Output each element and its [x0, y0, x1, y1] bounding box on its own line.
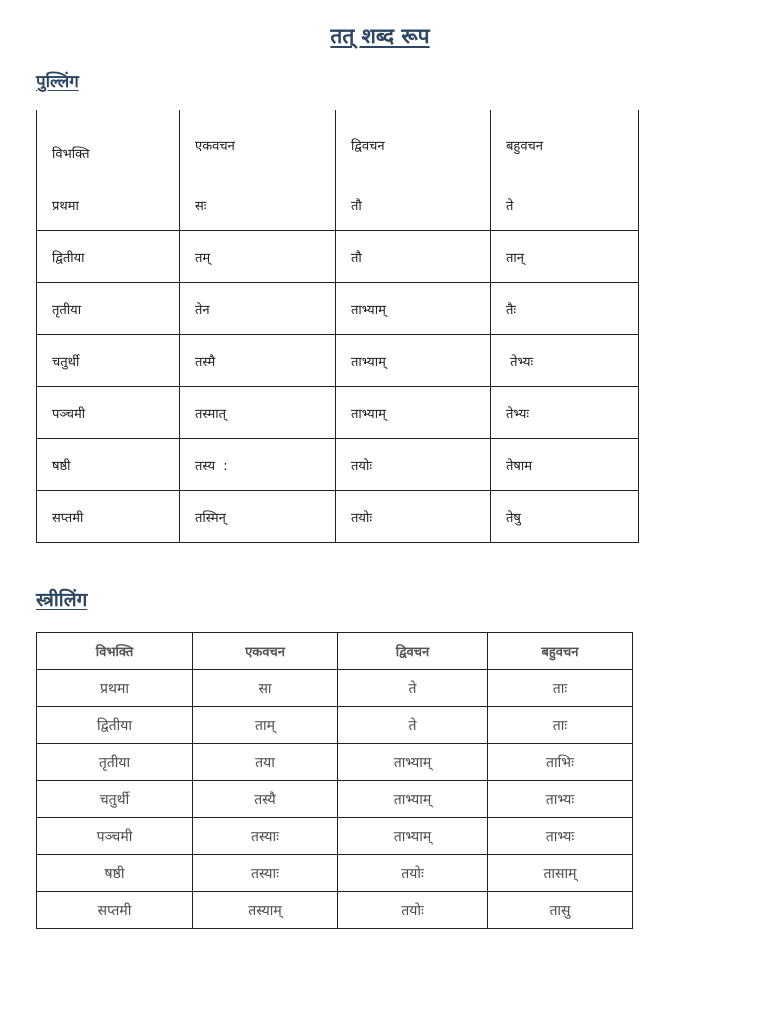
masculine-row — [37, 439, 639, 491]
feminine-row — [37, 818, 633, 855]
feminine-heading: स्त्रीलिंग — [36, 589, 88, 611]
feminine-cell: तस्यै — [193, 781, 338, 818]
feminine-row — [37, 744, 633, 781]
masculine-header-cell — [491, 110, 639, 180]
masculine-cell: तेषाम — [491, 439, 639, 491]
masculine-header-text: विभक्ति — [52, 147, 90, 162]
feminine-cell: तासाम् — [488, 855, 633, 892]
masculine-cell: तेन — [180, 283, 336, 335]
feminine-header-cell: द्विवचन — [338, 633, 488, 670]
masculine-cell: सः — [180, 180, 336, 231]
masculine-cell: ताभ्याम् — [336, 387, 491, 439]
masculine-row — [37, 180, 639, 231]
feminine-cell: ताः — [488, 670, 633, 707]
feminine-cell: ताभ्याम् — [338, 744, 488, 781]
masculine-cell: तृतीया — [37, 283, 180, 335]
feminine-row — [37, 781, 633, 818]
masculine-declension-table — [36, 110, 639, 543]
masculine-cell: तौ — [336, 180, 491, 231]
masculine-cell: तैः — [491, 283, 639, 335]
feminine-cell: ताभ्याम् — [338, 781, 488, 818]
masculine-cell: तेभ्यः — [491, 387, 639, 439]
feminine-cell: तस्याः — [193, 818, 338, 855]
feminine-row — [37, 670, 633, 707]
feminine-cell: ताभ्यः — [488, 818, 633, 855]
masculine-heading: पुल्लिंग — [36, 72, 79, 92]
feminine-cell: सप्तमी — [37, 892, 193, 929]
masculine-cell: तस्मात् — [180, 387, 336, 439]
feminine-cell: ताभ्याम् — [338, 818, 488, 855]
feminine-header-cell: बहुवचन — [488, 633, 633, 670]
feminine-cell: षष्ठी — [37, 855, 193, 892]
feminine-cell: ते — [338, 707, 488, 744]
masculine-cell: तान् — [491, 231, 639, 283]
masculine-row — [37, 231, 639, 283]
masculine-cell: प्रथमा — [37, 180, 180, 231]
feminine-cell: ताभिः — [488, 744, 633, 781]
masculine-cell: ते — [491, 180, 639, 231]
masculine-cell: तेभ्यः — [491, 335, 639, 387]
feminine-header-row — [37, 633, 633, 670]
feminine-cell: द्वितीया — [37, 707, 193, 744]
feminine-cell: चतुर्थी — [37, 781, 193, 818]
page-title: तत् शब्द रूप — [330, 24, 430, 48]
masculine-header-row — [37, 110, 639, 180]
masculine-header-cell — [336, 110, 491, 180]
feminine-cell: सा — [193, 670, 338, 707]
masculine-cell: द्वितीया — [37, 231, 180, 283]
masculine-cell: तम् — [180, 231, 336, 283]
masculine-cell: तयोः — [336, 439, 491, 491]
masculine-header-text: एकवचन — [195, 139, 235, 154]
feminine-cell: ताः — [488, 707, 633, 744]
masculine-header-text: द्विवचन — [351, 139, 385, 154]
masculine-cell: तेषु — [491, 491, 639, 543]
feminine-row — [37, 707, 633, 744]
masculine-header-cell — [37, 110, 180, 180]
feminine-header-cell: विभक्ति — [37, 633, 193, 670]
feminine-cell: ताभ्यः — [488, 781, 633, 818]
feminine-cell: तृतीया — [37, 744, 193, 781]
feminine-cell: पञ्चमी — [37, 818, 193, 855]
masculine-row — [37, 283, 639, 335]
feminine-row — [37, 855, 633, 892]
masculine-row — [37, 491, 639, 543]
feminine-cell: ते — [338, 670, 488, 707]
masculine-cell: तयोः — [336, 491, 491, 543]
feminine-header-cell: एकवचन — [193, 633, 338, 670]
masculine-cell: सप्तमी — [37, 491, 180, 543]
masculine-cell: ताभ्याम् — [336, 335, 491, 387]
masculine-row — [37, 387, 639, 439]
feminine-cell: प्रथमा — [37, 670, 193, 707]
feminine-cell: तस्याम् — [193, 892, 338, 929]
masculine-cell: षष्ठी — [37, 439, 180, 491]
feminine-cell: तयोः — [338, 855, 488, 892]
masculine-header-text: बहुवचन — [506, 139, 544, 154]
masculine-cell: तौ — [336, 231, 491, 283]
masculine-cell: चतुर्थी — [37, 335, 180, 387]
masculine-header-cell — [180, 110, 336, 180]
masculine-cell: पञ्चमी — [37, 387, 180, 439]
masculine-row — [37, 335, 639, 387]
feminine-cell: तयोः — [338, 892, 488, 929]
masculine-cell: तस्य : — [180, 439, 336, 491]
feminine-cell: ताम् — [193, 707, 338, 744]
masculine-cell: तस्मिन् — [180, 491, 336, 543]
feminine-row — [37, 892, 633, 929]
masculine-cell: ताभ्याम् — [336, 283, 491, 335]
masculine-cell: तस्मै — [180, 335, 336, 387]
feminine-cell: तया — [193, 744, 338, 781]
feminine-declension-table — [36, 632, 633, 929]
feminine-cell: तासु — [488, 892, 633, 929]
feminine-cell: तस्याः — [193, 855, 338, 892]
